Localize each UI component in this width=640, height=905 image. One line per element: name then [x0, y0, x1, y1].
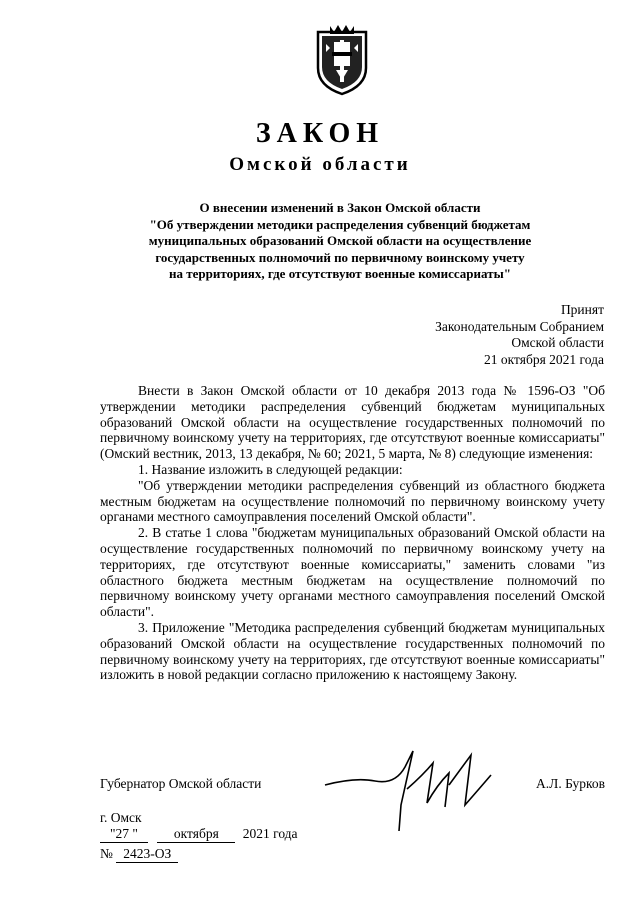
- governor-title: Губернатор Омской области: [100, 776, 262, 791]
- omsk-coat-of-arms-icon: [312, 22, 372, 96]
- adoption-date: 21 октября 2021 года: [484, 351, 604, 367]
- law-subject-heading: [110, 200, 570, 283]
- signing-date: [100, 826, 298, 842]
- handwritten-signature: [315, 745, 515, 835]
- adoption-line: Принят: [560, 302, 604, 317]
- law-number-value: 2423-ОЗ: [116, 846, 178, 863]
- body-paragraph: "Об утверждении методики распределения субвенций из областного бюджета местным бюджетам на осуществление полномочий по первичному воинскому учету органами местного самоуправления поселений Омской области".: [100, 477, 605, 525]
- signing-year: 2021 года: [242, 826, 298, 841]
- signing-day: "27 ": [100, 826, 148, 843]
- region-title: Омской области: [229, 154, 411, 175]
- law-body: [100, 383, 605, 683]
- document-type-title: ЗАКОН: [255, 118, 385, 149]
- subject-line: государственных полномочий по первичному воинскому учету: [155, 249, 525, 265]
- signing-details: [100, 810, 298, 862]
- subject-line: "Об утверждении методики распределения субвенций бюджетам: [149, 216, 531, 232]
- body-paragraph: Внести в Закон Омской области от 10 декабря 2013 года № 1596-ОЗ "Об утверждении методики распределения субвенций бюджетам муниципальных образований Омской области на осуществление государственных полномочий по первичному воинскому учету на территориях, где отсутствуют военные комиссариаты" (Омский вестник, 2013, 13 декабря, № 60; 2021, 5 марта, № 8) следующие изменения:: [100, 383, 605, 462]
- adoption-block: [435, 302, 604, 368]
- subject-line: О внесении изменений в Закон Омской области: [199, 200, 481, 215]
- adoption-line: Омской области: [511, 335, 604, 351]
- body-paragraph: 1. Название изложить в следующей редакции:: [138, 461, 403, 477]
- signing-month: октября: [157, 826, 235, 843]
- body-paragraph: 3. Приложение "Методика распределения субвенций бюджетам муниципальных образований Омской области на осуществление государственных полномочий по первичному воинскому учету на территориях, где отсутствуют военные комиссариаты" изложить в новой редакции согласно приложению к настоящему Закону.: [100, 619, 605, 683]
- subject-line: на территориях, где отсутствуют военные комиссариаты": [169, 266, 511, 281]
- body-paragraph: 2. В статье 1 слова "бюджетам муниципальных образований Омской области на осуществление государственных полномочий по первичному воинскому учету на территориях, где отсутствуют военные комиссариаты," заменить словами "из областного бюджета местным бюджетам на осуществление полномочий по первичному воинскому учету органами местного самоуправления поселений Омской области".: [100, 525, 605, 620]
- law-number: [100, 846, 298, 862]
- signing-city: г. Омск: [100, 810, 142, 825]
- subject-line: муниципальных образований Омской области на осуществление: [148, 233, 532, 248]
- governor-name: А.Л. Бурков: [536, 776, 605, 791]
- adoption-line: Законодательным Собранием: [435, 318, 604, 334]
- law-number-prefix: №: [100, 846, 113, 861]
